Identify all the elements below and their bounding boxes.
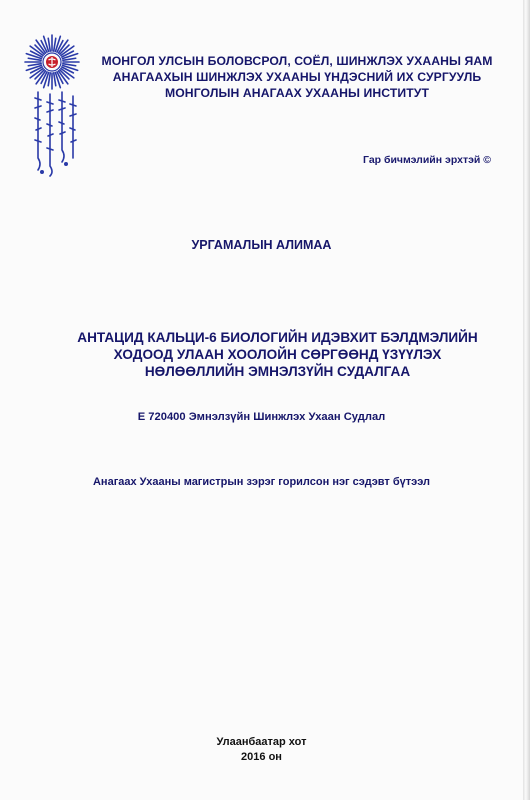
thesis-title-line-3: НӨЛӨӨЛЛИЙН ЭМНЭЛЗҮЙН СУДАЛГАА — [144, 364, 411, 379]
copyright-notice: Гар бичмэлийн эрхтэй © — [363, 154, 491, 166]
mongolian-script-emblem — [28, 88, 78, 180]
city-name: Улаанбаатар хот — [216, 736, 307, 748]
university-emblem-icon — [24, 34, 80, 90]
institute-name: МОНГОЛЫН АНАГААХ УХААНЫ ИНСТИТУТ — [164, 86, 430, 100]
university-name: АНАГААХЫН ШИНЖЛЭХ УХААНЫ ҮНДЭСНИЙ ИХ СУРГУУЛЬ — [112, 70, 482, 84]
ministry-name: МОНГОЛ УЛСЫН БОЛОВСРОЛ, СОЁЛ, ШИНЖЛЭХ УХААНЫ ЯАМ — [101, 54, 493, 68]
thesis-title-line-1: АНТАЦИД КАЛЬЦИ-6 БИОЛОГИЙН ИДЭВХИТ БЭЛДМЭЛИЙН — [77, 330, 478, 345]
page-edge — [523, 0, 530, 800]
author-name: УРГАМАЛЫН АЛИМАА — [191, 238, 332, 252]
specialty-code: Е 720400 Эмнэлзүйн Шинжлэх Ухаан Судлал — [137, 411, 386, 423]
degree-statement: Анагаах Ухааны магистрын зэрэг горилсон нэг сэдэвт бүтээл — [92, 476, 430, 488]
thesis-title-line-2: ХОДООД УЛААН ХООЛОЙН СӨРГӨӨНД ҮЗҮҮЛЭХ — [113, 347, 442, 362]
year: 2016 он — [241, 751, 282, 763]
